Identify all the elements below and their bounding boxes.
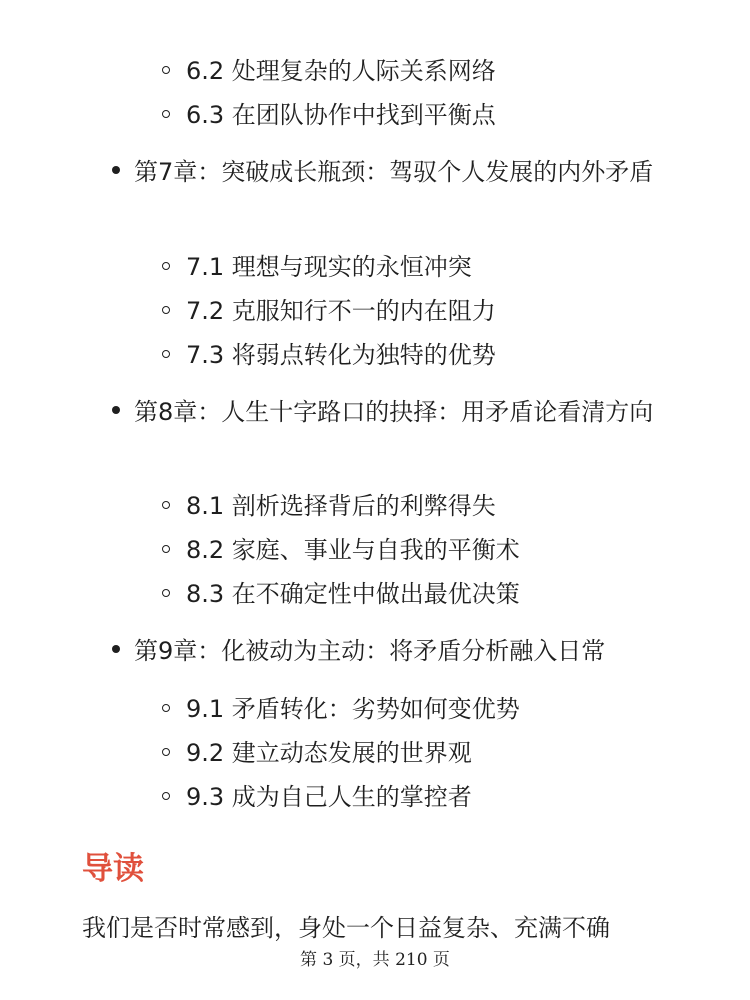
- toc-subitem-label: 7.2 克服知行不一的内在阻力: [186, 297, 496, 325]
- circle-bullet-icon: [162, 350, 170, 358]
- disc-bullet-icon: [112, 406, 120, 414]
- circle-bullet-icon: [162, 792, 170, 800]
- intro-paragraph: 我们是否时常感到，身处一个日益复杂、充满不确: [82, 914, 610, 942]
- toc-subitem[interactable]: [162, 576, 520, 612]
- circle-bullet-icon: [162, 262, 170, 270]
- toc-subitem-label: 7.1 理想与现实的永恒冲突: [186, 253, 472, 281]
- disc-bullet-icon: [112, 645, 120, 653]
- toc-chapter-7[interactable]: [112, 152, 664, 192]
- toc-subitem[interactable]: [162, 249, 472, 285]
- toc-chapter-label: 第9章：化被动为主动：将矛盾分析融入日常: [134, 637, 606, 665]
- toc-subitem[interactable]: [162, 488, 496, 524]
- toc-subitem[interactable]: [162, 735, 472, 771]
- toc-subitem[interactable]: [162, 532, 520, 568]
- toc-subitem-label: 9.2 建立动态发展的世界观: [186, 739, 472, 767]
- toc-subitem-label: 6.3 在团队协作中找到平衡点: [186, 101, 496, 129]
- circle-bullet-icon: [162, 704, 170, 712]
- toc-subitem-label: 9.1 矛盾转化：劣势如何变优势: [186, 695, 520, 723]
- toc-subitem-label: 8.1 剖析选择背后的利弊得失: [186, 492, 496, 520]
- toc-subitem[interactable]: [162, 97, 496, 133]
- circle-bullet-icon: [162, 545, 170, 553]
- circle-bullet-icon: [162, 110, 170, 118]
- circle-bullet-icon: [162, 748, 170, 756]
- circle-bullet-icon: [162, 66, 170, 74]
- toc-subitem-label: 7.3 将弱点转化为独特的优势: [186, 341, 496, 369]
- toc-chapter-label: 第8章：人生十字路口的抉择：用矛盾论看清方向: [134, 398, 654, 426]
- toc-subitem[interactable]: [162, 337, 496, 373]
- toc-subitem-label: 6.2 处理复杂的人际关系网络: [186, 57, 496, 85]
- toc-subitem-label: 8.2 家庭、事业与自我的平衡术: [186, 536, 520, 564]
- toc-subitem[interactable]: [162, 293, 496, 329]
- circle-bullet-icon: [162, 589, 170, 597]
- disc-bullet-icon: [112, 166, 120, 174]
- toc-chapter-8[interactable]: [112, 392, 664, 432]
- toc-subitem[interactable]: [162, 779, 472, 815]
- toc-subitem-label: 9.3 成为自己人生的掌控者: [186, 783, 472, 811]
- toc-chapter-9[interactable]: [112, 631, 664, 671]
- section-heading: 导读: [82, 851, 144, 887]
- toc-subitem[interactable]: [162, 53, 496, 89]
- toc-subitem[interactable]: [162, 691, 520, 727]
- toc-chapter-label: 第7章：突破成长瓶颈：驾驭个人发展的内外矛盾: [134, 158, 654, 186]
- page-number-footer: 第 3 页，共 210 页: [300, 950, 450, 970]
- circle-bullet-icon: [162, 306, 170, 314]
- toc-subitem-label: 8.3 在不确定性中做出最优决策: [186, 580, 520, 608]
- circle-bullet-icon: [162, 501, 170, 509]
